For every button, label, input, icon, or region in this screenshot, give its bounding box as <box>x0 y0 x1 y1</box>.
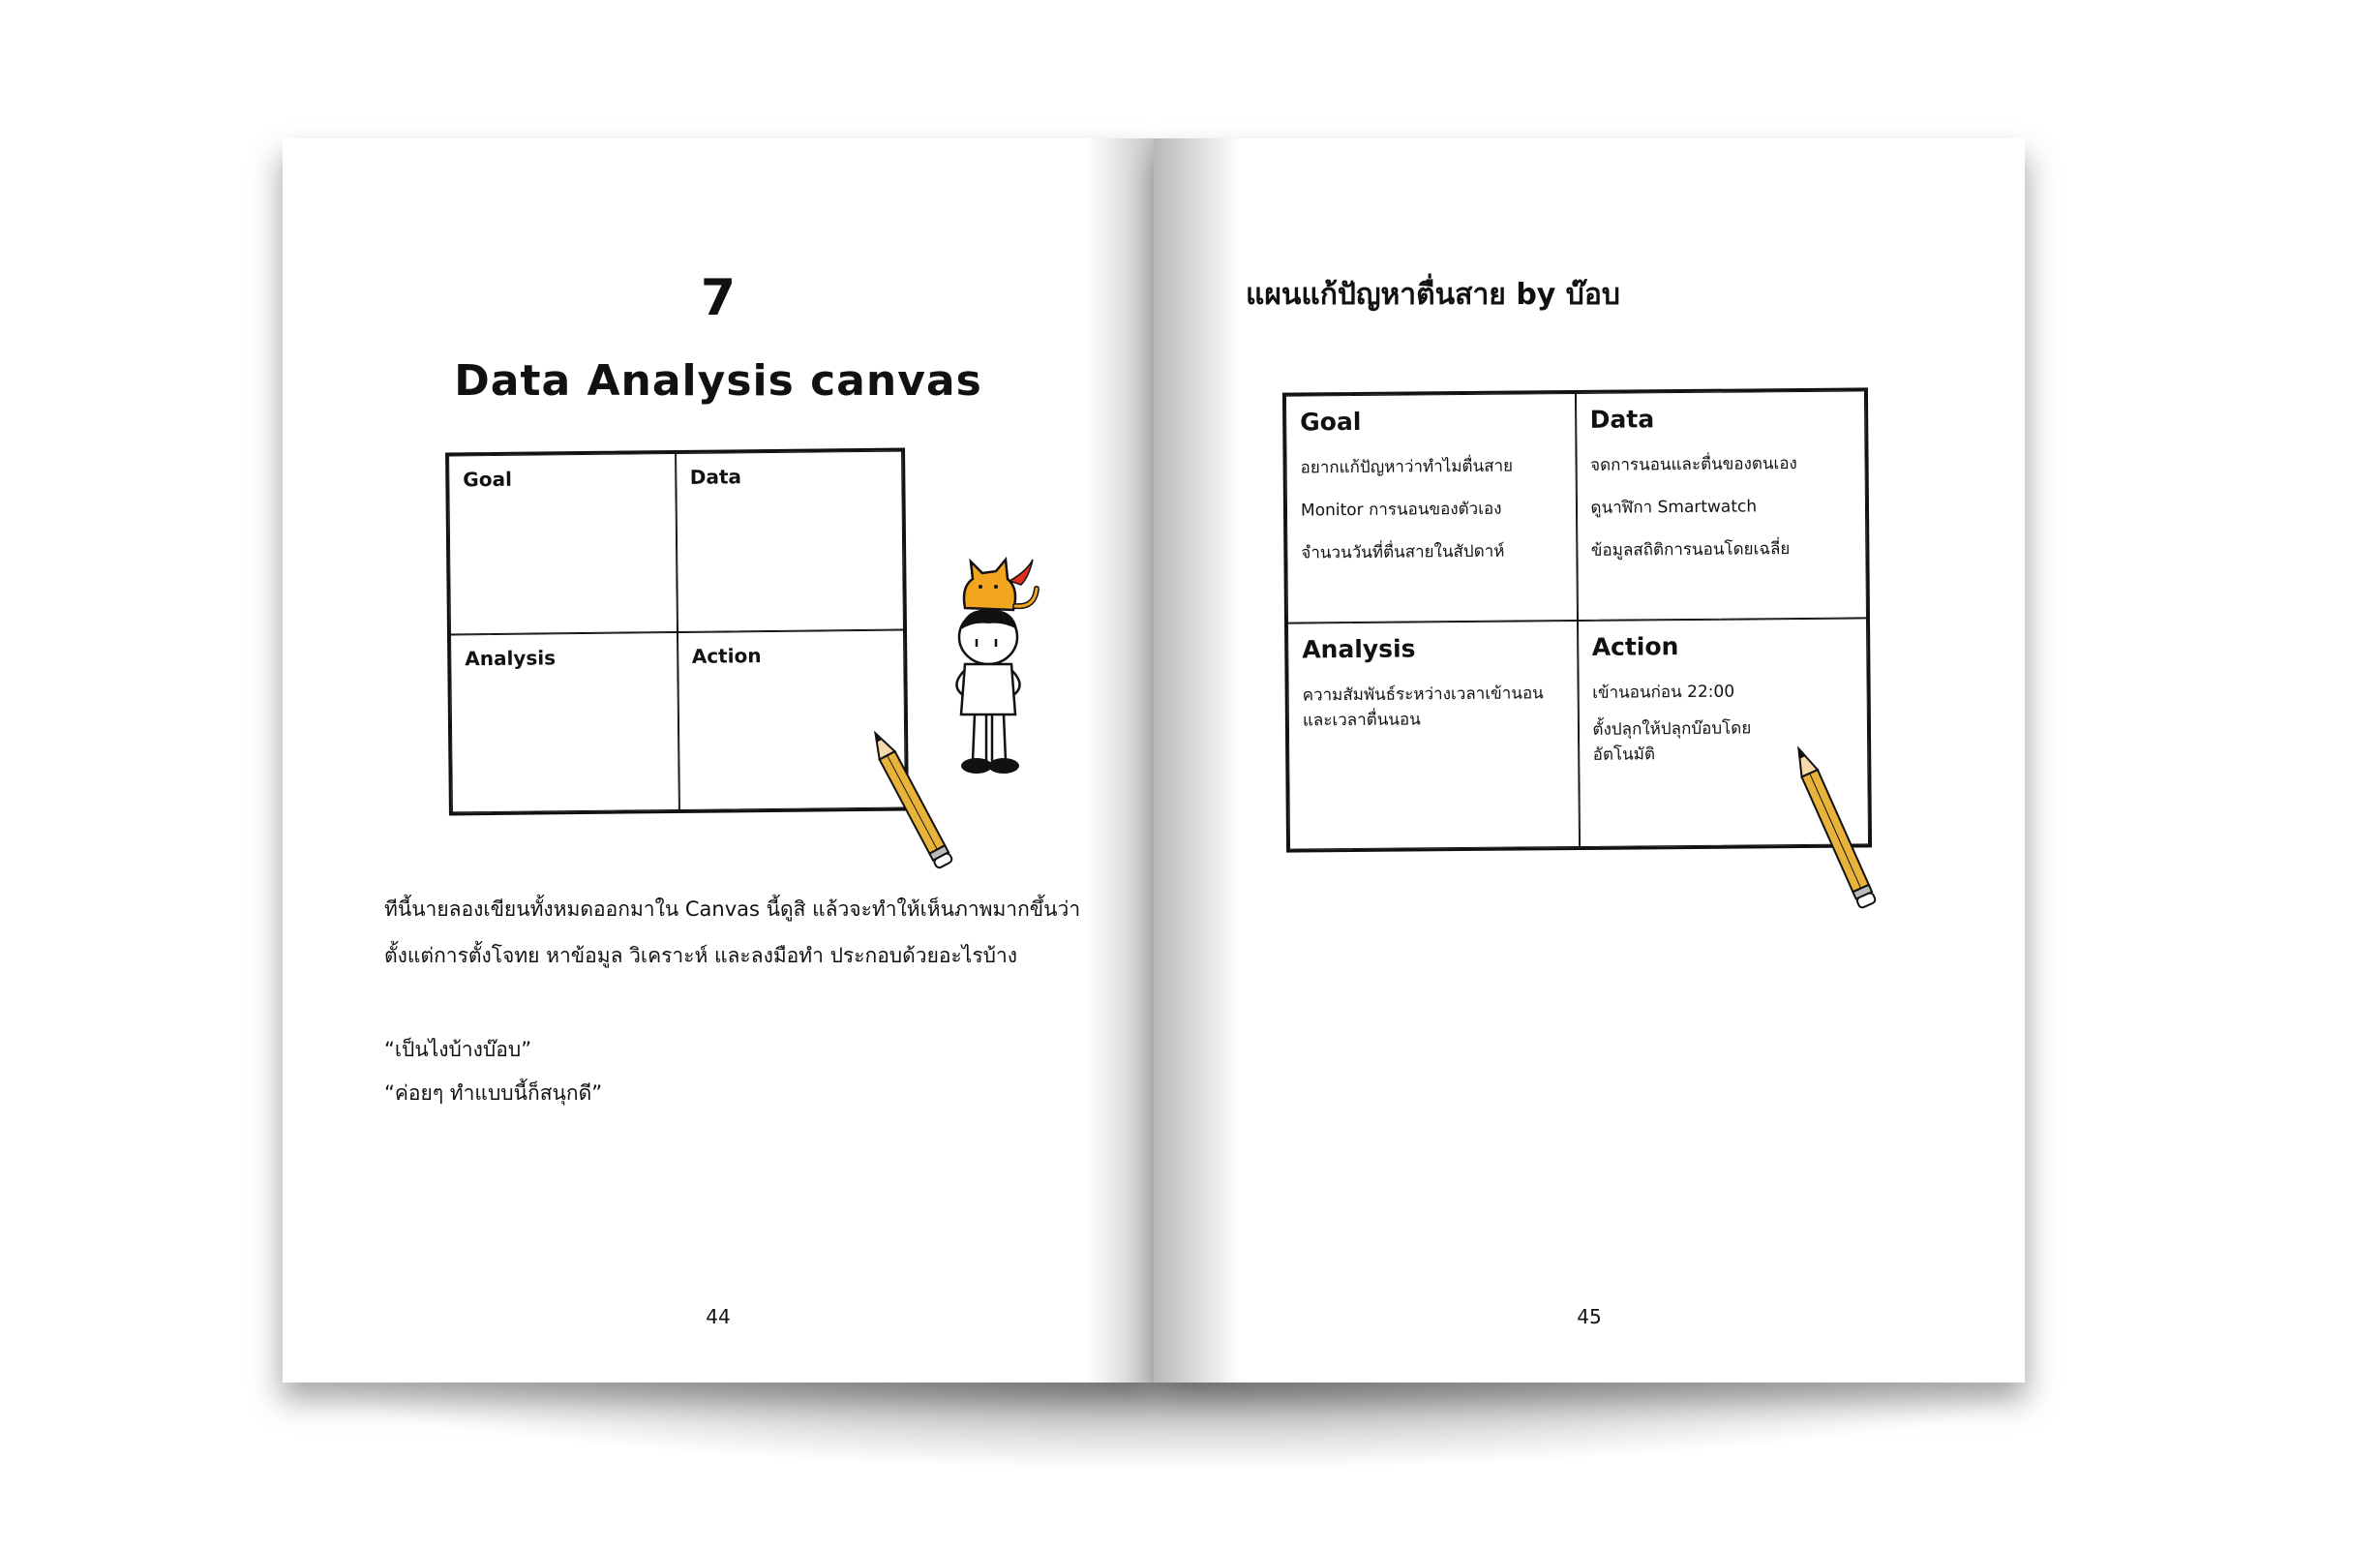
canvas-cell-analysis <box>1287 621 1580 850</box>
cell-text-line: อัตโนมัติ <box>1592 744 1656 765</box>
cell-label-goal: Goal <box>463 467 512 492</box>
body-line: ตั้งแต่การตั้งโจทย หาข้อมูล วิเคราะห์ และลงมือทำ ประกอบด้วยอะไรบ้าง <box>384 944 1017 967</box>
cell-text-line: Monitor การนอนของตัวเอง <box>1300 499 1502 521</box>
canvas-cell-data <box>1575 390 1867 620</box>
cell-text-line: เข้านอนก่อน 22:00 <box>1592 682 1735 703</box>
body-paragraph <box>384 886 1081 979</box>
chapter-title: Data Analysis canvas <box>454 356 982 406</box>
cell-text-line: ตั้งปลุกให้ปลุกบ๊อบโดย <box>1592 718 1752 740</box>
canvas-cell-goal <box>1285 393 1578 623</box>
cell-text-line: และเวลาตื่นนอน <box>1302 710 1421 731</box>
cell-label-analysis: Analysis <box>1302 633 1416 663</box>
filled-canvas-grid <box>1282 387 1872 852</box>
cell-label-data: Data <box>1589 405 1655 434</box>
canvas-cell-analysis <box>450 632 678 813</box>
cell-label-data: Data <box>689 465 742 489</box>
cell-text-line: ความสัมพันธ์ระหว่างเวลาเข้านอน <box>1302 683 1544 705</box>
dialog-quote: “ค่อยๆ ทำแบบนี้ก็สนุกดี” <box>384 1081 603 1105</box>
cell-label-analysis: Analysis <box>465 645 557 670</box>
body-line: ทีนี้นายลองเขียนทั้งหมดออกมาใน Canvas นี้ดูสิ แล้วจะทำให้เห็นภาพมากขึ้นว่า <box>384 897 1081 921</box>
empty-canvas-grid <box>445 448 909 816</box>
cell-text-line: อยากแก้ปัญหาว่าทำไมตื่นสาย <box>1300 456 1514 478</box>
gutter-shadow-right <box>1154 138 1241 1383</box>
page-number-left: 44 <box>706 1305 731 1328</box>
plan-title: แผนแก้ปัญหาตื่นสาย by บ๊อบ <box>1246 278 1620 312</box>
cell-text-line: ดูนาฬิกา Smartwatch <box>1590 497 1758 518</box>
canvas-cell-goal <box>448 453 677 634</box>
book-shadow <box>319 1383 2042 1470</box>
cell-label-action: Action <box>1591 631 1679 661</box>
cell-label-action: Action <box>691 643 762 668</box>
cell-text-line: ข้อมูลสถิติการนอนโดยเฉลี่ย <box>1590 539 1791 562</box>
right-page <box>1154 138 2025 1383</box>
left-page <box>283 138 1154 1383</box>
pencil-icon <box>868 724 955 879</box>
cell-text-line: จดการนอนและตื่นของตนเอง <box>1590 454 1797 475</box>
cell-label-goal: Goal <box>1300 407 1362 437</box>
page-number-right: 45 <box>1577 1305 1602 1328</box>
dialog-quote: “เป็นไงบ้างบ๊อบ” <box>384 1038 532 1061</box>
pencil-icon <box>1793 741 1880 925</box>
chapter-number: 7 <box>700 269 737 327</box>
cell-text-line: จำนวนวันที่ตื่นสายในสัปดาห์ <box>1301 541 1505 563</box>
canvas-cell-data <box>676 451 904 632</box>
